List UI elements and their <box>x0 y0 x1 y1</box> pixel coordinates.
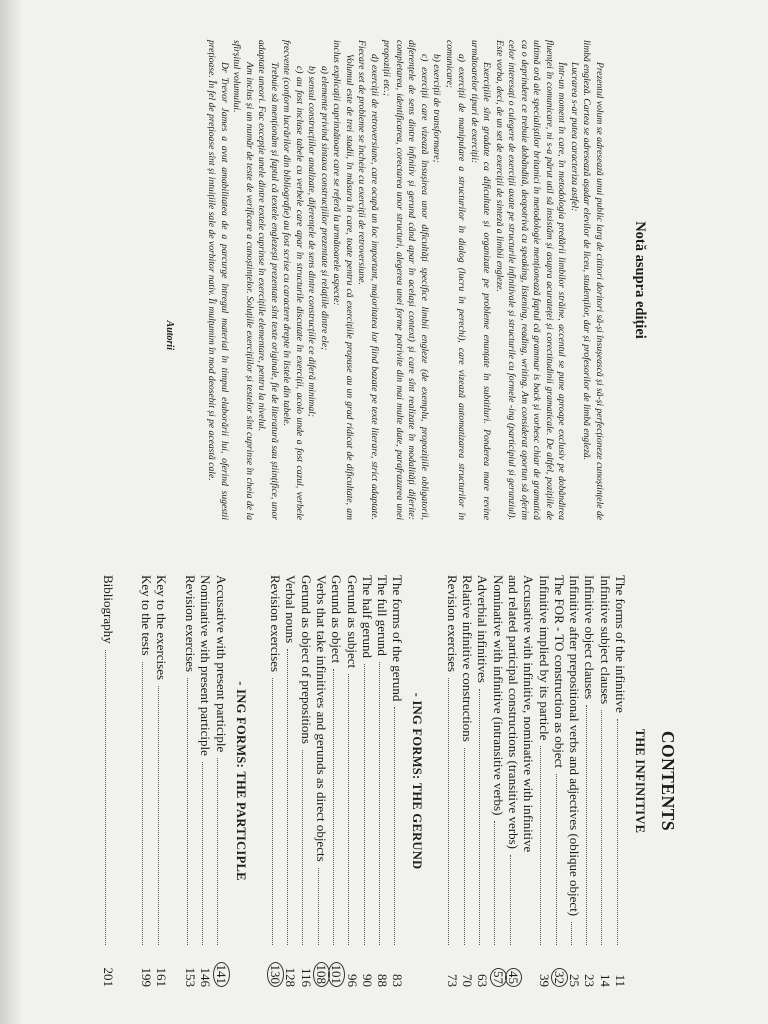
preface-note <box>164 40 648 520</box>
toc-entry-page <box>329 949 344 987</box>
preface-signature: Autorii <box>164 320 175 350</box>
spacer <box>116 575 138 987</box>
toc-entry-label: The full gerund <box>375 575 391 656</box>
handwritten-circle-mark: 130 <box>267 962 284 988</box>
handwritten-circle-mark: 45 <box>505 968 522 987</box>
toc-entry-page: 201 <box>101 967 117 987</box>
toc-entry-label: Revision exercises <box>444 575 460 673</box>
toc-entry-page: 199 <box>138 967 154 987</box>
toc-entry-page: 14 <box>597 974 613 987</box>
toc-entry <box>154 575 169 987</box>
preface-paragraph: Dr Trevor James a avut amabilitatea de a parcurge întregul material în timpul elaborării lui, oferind sugestii prețioase. În fel de prețioase sînt și intuițiile sale de vorbitor nativ. Îi mulțumim în mod deosebit și pe această cale. <box>206 40 230 520</box>
toc-entry <box>268 575 283 987</box>
preface-paragraph: Într-un moment în care, în metodologia predării limbilor străine, accentul se pune aproape exclusiv pe dobândirea fluenței în comunicare, ni s-a părut util să insistăm și asupra acurateței și corectitudinii gramaticale. De altfel, pozițiile de ultimă oră ale specialiștilor britanici în metodologie menționează faptul că grammar is back și vorbesc chiar de gramatică ca o deprindere ce trebuie dobândită, deopotrivă cu speaking, listening, reading, writing. Am considerat oportun să oferim celor interesați o culegere de exerciții axate pe structurile infinitivale și structurile cu formele -ing (participiul și gerunziul). Este vorba, deci, de un set de exerciții de sinteză a limbii engleze. <box>494 40 568 520</box>
toc-entry-label: Nominative with present participle <box>198 575 214 756</box>
toc-entry-page: 63 <box>475 974 491 987</box>
dot-leader <box>464 748 465 945</box>
toc-entry-label: Revision exercises <box>183 575 199 673</box>
toc-entry-label: Gerund as subject <box>344 575 360 669</box>
preface-paragraph: Prezentul volum se adresează unui public larg de cititori doritori să-și însușească și să-și perfecționeze cunoștințele de limbă engleză. Cartea se adresează așadar elevilor de liceu, studenților, dar și profesorilor de limbă engleză. <box>581 40 605 520</box>
dot-leader <box>287 649 288 945</box>
preface-paragraph: Am inclus și un număr de teste de verificare a cunoștințelor. Soluțiile exercițiilor și testelor sînt cuprinse în cheia de la sfîrșitul volumului. <box>231 40 255 520</box>
toc-entry-label: Adverbial infinitives <box>475 575 491 683</box>
dot-leader <box>333 669 334 945</box>
toc-entry-label: Accusative with infinitive, nominative with infinitive <box>521 575 537 853</box>
toc-entry-label: The half gerund <box>359 575 375 659</box>
list-item: c) exerciții care vizează însușirea unor dificultăți specifice limbii engleze (de exemplu, propozițiile obligatorii, diferențele de sens dintre infinitiv și gerund când apar în același context) și care sînt realizate în modalități diferite: completarea, identificarea, corectarea unor structuri, alegerea unei forme potrivite din mai multe date, parafrazarea unei propoziții etc.; <box>381 40 430 520</box>
toc-entry-page <box>213 949 228 987</box>
toc-entry <box>344 575 359 987</box>
exercise-types-list <box>280 40 468 520</box>
list-item: b) sensul construcțiilor analizate, diferențele de sens dintre construcțiile ce diferă minimal; <box>306 66 318 418</box>
dot-leader <box>494 821 495 945</box>
section-heading: THE INFINITIVE <box>633 728 647 834</box>
toc-entry-page: 161 <box>153 967 169 987</box>
list-item: b) exerciții de transformare; <box>431 54 443 163</box>
preface-paragraph: Trebuie să menționăm și faptul că textele englezești prezentate sînt texte originale, fie de literatură sau științifice, unor adaptate uneori. Fac excepție unele dintre textele cuprinse în exercițiile elementare, pentru la nivelul. <box>256 40 280 520</box>
section-heading: - ING FORMS: THE GERUND <box>410 692 425 870</box>
handwritten-circle-mark: 101 <box>328 962 345 988</box>
toc-entry-page: 23 <box>582 974 598 987</box>
dot-leader <box>364 664 365 945</box>
dot-leader <box>510 855 511 945</box>
toc-entry <box>138 575 153 987</box>
toc-entry-label: Gerund as object <box>329 575 345 664</box>
dot-leader <box>105 650 106 945</box>
toc-entry-label: Relative infinitive constructions <box>460 575 476 742</box>
toc-entry <box>183 575 198 987</box>
toc-entry-label: Accusative with present participle <box>213 575 229 753</box>
toc-entry-page <box>552 949 567 987</box>
toc-entry <box>298 575 313 987</box>
dot-leader <box>556 774 557 945</box>
toc-entry-page: 70 <box>460 974 476 987</box>
toc-entry <box>390 575 405 987</box>
toc-entry <box>460 575 475 987</box>
toc-entry <box>521 575 536 987</box>
dot-leader <box>586 705 587 945</box>
toc-entry <box>567 575 582 987</box>
toc-entry <box>582 575 597 987</box>
spacer <box>430 575 444 987</box>
toc-entry-label: Verbs that take infinitives and gerunds as direct objects <box>313 575 329 862</box>
dot-leader <box>142 662 143 945</box>
dot-leader <box>272 678 273 945</box>
toc-entry-label: Key to the exercises <box>153 575 169 681</box>
toc-entry-label: The forms of the infinitive <box>613 575 628 713</box>
toc-entry-label: Nominative with infinitive (intransitive verbs) <box>490 575 506 816</box>
list-item: d) exerciții de retroversiune, care ocupă un loc important, majoritatea lor fiind bazate pe texte literare, strict adaptate. Fiecare set de probleme se încheie cu exerciții de retroversiune. <box>356 40 380 520</box>
toc-entry-page: 128 <box>283 967 299 987</box>
list-item: a) elemente privind sintaxa construcțiilor prezentate și relațiile dintre ele; <box>319 66 330 351</box>
toc-entry-label: Infinitive after prepositional verbs and adjectives (oblique object) <box>567 575 583 917</box>
toc-entry-label: Key to the tests <box>138 575 154 656</box>
toc-entry-page: 153 <box>183 967 199 987</box>
toc-entry-page: 90 <box>359 974 375 987</box>
toc-entry-page: 116 <box>298 967 314 987</box>
dot-leader <box>479 689 480 945</box>
dot-leader <box>217 758 218 945</box>
toc-entry <box>198 575 213 987</box>
preface-paragraph: Exercițiile sînt gradate ca dificultate și organizate pe probleme enunțate în subtitluri. Ponderea mare revine următoarelor tipuri de exerciții: <box>469 40 493 520</box>
toc-entry-page <box>506 949 521 987</box>
toc-entry <box>375 575 390 987</box>
toc-entry-label: and related participal constructions (transitive verbs) <box>505 575 521 849</box>
toc-entry <box>101 575 116 987</box>
toc-entry-label: Infinitive subject clauses <box>597 575 613 705</box>
list-item: c) au fost incluse tabele cu verbele care apar în structurile discutate în exerciții, acolo unde a fost cazul, verbele frecvente (conform lucrărilor din bibliografie) au fost scrise cu caractere drepte în listele din tabele. <box>281 40 305 520</box>
toc-entry <box>329 575 344 987</box>
toc-entry-page <box>490 949 505 987</box>
toc-entry-page: 39 <box>536 974 552 987</box>
toc-entry <box>314 575 329 987</box>
toc-entry <box>506 575 521 987</box>
toc-entry <box>475 575 490 987</box>
dot-leader <box>448 678 449 945</box>
toc-entry-page <box>314 949 329 987</box>
dot-leader <box>202 762 203 945</box>
toc-entry <box>552 575 567 987</box>
toc-entry-page: 146 <box>198 967 214 987</box>
toc-entry-page: 73 <box>444 974 460 987</box>
toc-entry-page <box>268 949 283 987</box>
toc-entry-label: Bibliography <box>101 575 117 644</box>
handwritten-circle-mark: 141 <box>213 962 230 988</box>
dot-leader <box>571 922 572 945</box>
toc-entry-label: The forms of the gerund <box>390 575 406 702</box>
toc-entry-label: Verbal nouns <box>283 575 299 644</box>
toc-entry <box>444 575 459 987</box>
toc-entry-page: 83 <box>390 974 406 987</box>
toc-entry <box>213 575 228 987</box>
dot-leader <box>540 746 541 945</box>
dot-leader <box>318 868 319 945</box>
toc-entry-label: Gerund as object of prepositions <box>298 575 314 744</box>
dot-leader <box>379 662 380 945</box>
handwritten-circle-mark: 108 <box>313 962 330 988</box>
section-heading: - ING FORMS: THE PARTICIPLE <box>233 681 248 881</box>
dot-leader <box>158 686 159 945</box>
toc-entry-label: The FOR - TO construction as object <box>551 575 567 769</box>
toc-entry <box>613 575 628 987</box>
spacer <box>254 575 268 987</box>
toc-entry-page: 88 <box>375 974 391 987</box>
toc-entry-label: Infinitive object clauses <box>582 575 598 700</box>
toc-entry <box>360 575 375 987</box>
toc-entry-page: 96 <box>344 974 360 987</box>
toc-entry <box>490 575 505 987</box>
dot-leader <box>394 707 395 945</box>
dot-leader <box>617 719 618 945</box>
table-of-contents <box>101 575 678 987</box>
dot-leader <box>302 750 303 945</box>
toc-entry-label: Revision exercises <box>268 575 284 673</box>
preface-paragraph: Lucrarea s-ar putea caracteriza astfel: <box>569 62 580 212</box>
toc-entry-page: 11 <box>613 974 628 987</box>
list-item: a) exerciții de manipulare a structurilor în dialog (lucru în perechi), care vizează automatizarea structurilor în comunicare; <box>444 40 468 520</box>
preface-title: Notă asupra ediției <box>632 221 648 339</box>
toc-entry <box>597 575 612 987</box>
handwritten-circle-mark: 32 <box>551 968 568 987</box>
spacer <box>169 575 183 987</box>
toc-entry <box>536 575 551 987</box>
list-item: Volumul este de trei stadii, în măsura în care, toate pentru că exercițiile propuse au un grad ridicat de dificultate, am inclus explicații cuprinzătoare care se referă la următoarele aspecte: <box>331 40 355 520</box>
dot-leader <box>601 710 602 945</box>
dot-leader <box>348 674 349 945</box>
toc-entry-label: Infinitive implied by its particle <box>536 575 552 741</box>
scan-edge-shadow <box>0 0 22 1024</box>
handwritten-circle-mark: 57 <box>490 968 507 987</box>
dot-leader <box>187 678 188 945</box>
toc-entry-page: 25 <box>567 974 583 987</box>
contents-title: CONTENTS <box>658 730 678 832</box>
toc-entry <box>283 575 298 987</box>
